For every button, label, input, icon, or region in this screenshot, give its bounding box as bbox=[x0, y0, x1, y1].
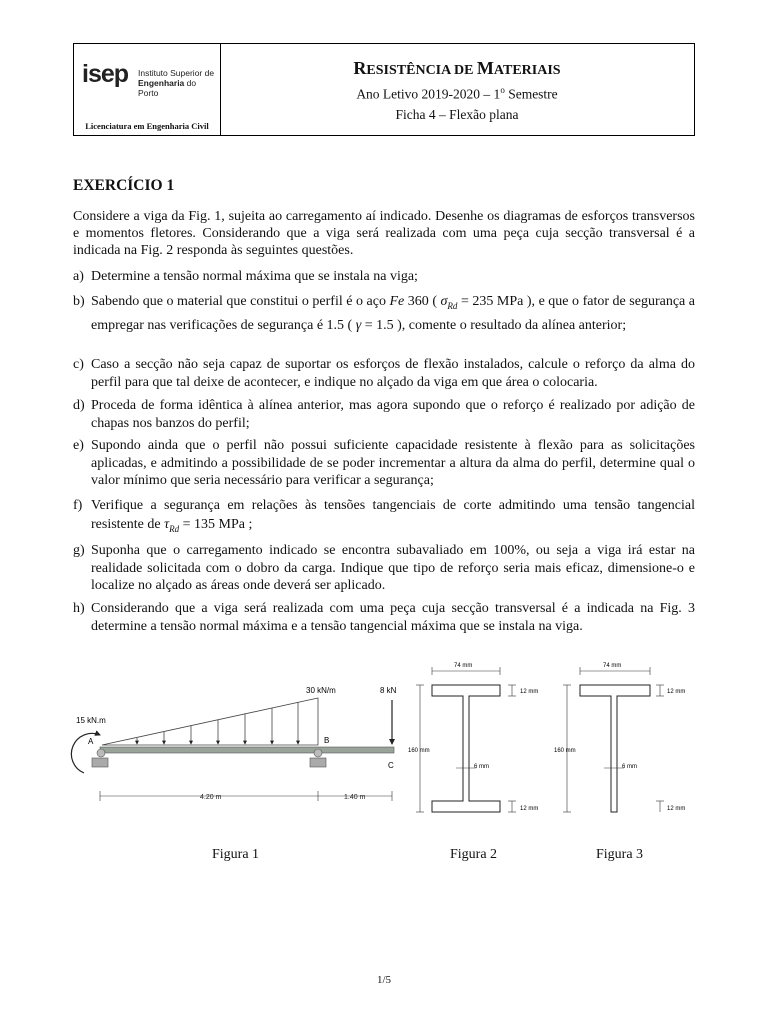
node-b-label: B bbox=[324, 736, 330, 745]
fig2-web-label: 6 mm bbox=[474, 764, 489, 770]
course-title: RESISTÊNCIA DE MATERIAIS bbox=[353, 58, 561, 78]
logo-institution-name: Instituto Superior de Engenharia do Porto bbox=[138, 68, 215, 98]
sheet-title: Ficha 4 – Flexão plana bbox=[395, 107, 519, 122]
fig2-flange-top-label: 12 mm bbox=[520, 689, 539, 695]
fig3-web-label: 6 mm bbox=[622, 764, 637, 770]
figure-2-caption: Figura 2 bbox=[450, 847, 498, 862]
course-cell bbox=[220, 44, 694, 135]
figure-1-beam-diagram bbox=[71, 686, 396, 801]
question-g: g) Suponha que o carregamento indicado se encontra subavaliado em 100%, ou seja a viga irá estar na realidade solicitada com o dobro da carga. Indique que tipo de reforço seria mais eficaz, dimensione-o e localize no alçado as áreas onde deverá ser aplicado. bbox=[73, 543, 695, 593]
fig3-height-label: 160 mm bbox=[554, 748, 576, 754]
institution-cell bbox=[74, 44, 221, 135]
triangular-load bbox=[102, 698, 318, 745]
distributed-load-label: 30 kN/m bbox=[306, 686, 336, 695]
degree-name: Licenciatura em Engenharia Civil bbox=[85, 121, 209, 131]
isep-logo bbox=[82, 60, 216, 96]
figure-2-i-section bbox=[408, 663, 538, 812]
question-c: c) Caso a secção não seja capaz de suportar os esforços de flexão instalados, calcule o reforço da alma do perfil para que tal deixe de acontecer, e indique no alçado da viga em que área o colocaria. bbox=[73, 357, 695, 390]
fig3-bottom-label: 12 mm bbox=[667, 806, 686, 812]
node-c-label: C bbox=[388, 761, 394, 770]
question-b: b) Sabendo que o material que constitui o perfil é o aço Fe 360 ( $\sigma_{Rd} = 235$ MPa ), e que o fator de segurança a empregar nas verificações de segurança é 1.5 ( γ = 1.5 ), comente o resultado da alínea anterior; bbox=[73, 294, 695, 333]
page-number: 1/5 bbox=[376, 974, 392, 986]
exercise-intro: Considere a viga da Fig. 1, sujeita ao carregamento aí indicado. Desenhe os diagramas de esforços transversos e momentos fletores. Considerando que a viga será realizada com uma peça cuja secção transversal é a indicada na Fig. 2 responda às seguintes questões. bbox=[73, 209, 695, 258]
span-ab-label: 4.20 m bbox=[200, 794, 222, 801]
document-header bbox=[73, 43, 695, 136]
load-arrows bbox=[137, 702, 298, 744]
fig3-flange-top-label: 12 mm bbox=[667, 689, 686, 695]
question-f: f) Verifique a segurança em relações às tensões tangenciais de corte admitindo uma tensão tangencial resistente de $\tau_{Rd} = 135$ MPa ; bbox=[73, 498, 695, 534]
i-section-outline bbox=[432, 685, 500, 812]
point-load-label: 8 kN bbox=[380, 686, 397, 695]
t-section-outline bbox=[580, 685, 650, 812]
academic-year: Ano Letivo 2019-2020 – 1$^o$ Semestre bbox=[356, 85, 558, 102]
fig2-height-label: 160 mm bbox=[408, 748, 430, 754]
question-e: e) Supondo ainda que o perfil não possui suficiente capacidade resistente à flexão para as solicitações aplicadas, e admitindo a possibilidade de se poder incrementar a altura da alma do perfil, determine qual o valor mínimo que seria necessário para verificar a segurança; bbox=[73, 438, 695, 488]
fig3-dimensions bbox=[563, 667, 664, 812]
logo-wordmark: isep bbox=[82, 60, 129, 88]
fig3-width-label: 74 mm bbox=[603, 663, 622, 669]
fig2-flange-bottom-label: 12 mm bbox=[520, 806, 539, 812]
figure-3-caption: Figura 3 bbox=[596, 847, 644, 862]
moment-label: 15 kN.m bbox=[76, 716, 106, 725]
fig2-dimensions bbox=[416, 667, 516, 812]
question-a: a) Determine a tensão normal máxima que se instala na viga; bbox=[73, 269, 418, 284]
figure-1-caption: Figura 1 bbox=[212, 847, 260, 862]
figures-panel bbox=[70, 655, 700, 835]
beam bbox=[100, 747, 394, 753]
figure-3-t-section bbox=[554, 663, 685, 812]
exercise-title: EXERCÍCIO 1 bbox=[73, 177, 175, 194]
question-d: d) Proceda de forma idêntica à alínea anterior, mas agora supondo que o reforço é realizado por adição de chapas nos banzos do perfil; bbox=[73, 398, 695, 431]
fig2-width-label: 74 mm bbox=[454, 663, 473, 669]
question-h: h) Considerando que a viga será realizada com uma peça cuja secção transversal é a indicada na Fig. 3 determine a tensão normal máxima e a tensão tangencial máxima que se instala na viga. bbox=[73, 601, 695, 634]
span-bc-label: 1.40 m bbox=[344, 794, 366, 801]
node-a-label: A bbox=[88, 737, 94, 746]
